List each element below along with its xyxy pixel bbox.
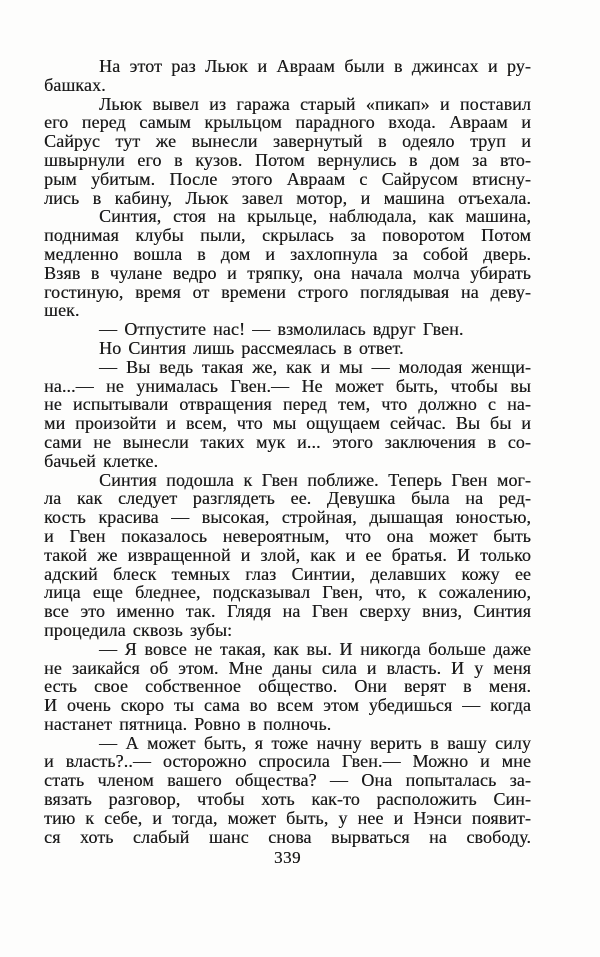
- text-line: вязать разговор, чтобы хоть как-то расположить Син-: [44, 789, 531, 810]
- text-line: — А может быть, я тоже начну верить в вашу силу: [99, 732, 531, 753]
- text-line: процедила сквозь зубы:: [44, 619, 233, 640]
- text-line: Синтия подошла к Гвен поближе. Теперь Гвен мог-: [99, 469, 531, 490]
- text-line: медленно вошла в дом и захлопнула за собой дверь.: [44, 243, 531, 264]
- text-block: [44, 57, 531, 846]
- text-line: есть свое собственное общество. Они верят в меня.: [44, 676, 531, 697]
- text-line: Но Синтия лишь рассмеялась в ответ.: [99, 337, 404, 358]
- paragraph: [44, 207, 531, 320]
- text-line: Взяв в чулане ведро и тряпку, она начала молча убирать: [44, 262, 531, 283]
- text-line: рым убитым. После этого Авраам с Сайрусом втисну-: [44, 168, 531, 189]
- text-line: его перед самым крыльцом парадного входа. Авраам и: [44, 112, 531, 133]
- paragraph: [44, 95, 531, 208]
- page-number: 339: [274, 848, 301, 867]
- text-line: сами не вынесли таких мук и... этого заключения в со-: [44, 431, 531, 452]
- paragraph: [44, 57, 531, 95]
- paragraph: [44, 320, 531, 339]
- text-line: — Отпустите нас! — взмолилась вдруг Гвен.: [99, 319, 464, 340]
- text-line: все это именно так. Глядя на Гвен сверху вниз, Синтия: [44, 601, 531, 622]
- text-line: адский блеск темных глаз Синтии, делавших кожу ее: [44, 563, 531, 584]
- text-line: и Гвен показалось невероятным, что она может быть: [44, 525, 531, 546]
- paragraph: [44, 640, 531, 734]
- text-line: кость красива — высокая, стройная, дышащая юностью,: [44, 507, 531, 528]
- text-line: — Вы ведь такая же, как и мы — молодая женщи-: [99, 356, 531, 377]
- text-line: шек.: [44, 300, 80, 321]
- paragraph: [44, 471, 531, 640]
- text-line: ми произойти и всем, что мы ощущаем сейчас. Вы бы и: [44, 413, 531, 434]
- text-line: Синтия, стоя на крыльце, наблюдала, как машина,: [99, 206, 531, 227]
- text-line: Льюк вывел из гаража старый «пикап» и поставил: [99, 93, 531, 114]
- text-line: — Я вовсе не такая, как вы. И никогда больше даже: [99, 638, 531, 659]
- text-line: лица еще бледнее, подсказывал Гвен, что, к сожалению,: [44, 582, 531, 603]
- text-line: стать членом вашего общества? — Она попыталась за-: [44, 770, 531, 791]
- paragraph: [44, 734, 531, 847]
- text-line: бачьей клетке.: [44, 450, 159, 471]
- text-line: гостиную, время от времени строго поглядывая на деву-: [44, 281, 531, 302]
- text-line: не испытывали отвращения перед тем, что должно с на-: [44, 394, 531, 415]
- text-line: ся хоть слабый шанс снова вырваться на свободу.: [44, 826, 531, 847]
- paragraph: [44, 339, 531, 358]
- text-line: на...— не унималась Гвен.— Не может быть, чтобы вы: [44, 375, 531, 396]
- text-line: поднимая клубы пыли, скрылась за поворотом Потом: [44, 225, 531, 246]
- text-line: такой же извращенной и злой, как и ее братья. И только: [44, 544, 531, 565]
- text-line: швырнули его в кузов. Потом вернулись в дом за вто-: [44, 149, 531, 170]
- text-line: башках.: [44, 74, 106, 95]
- text-line: не заикайся об этом. Мне даны сила и власть. И у меня: [44, 657, 531, 678]
- text-line: и власть?..— осторожно спросила Гвен.— Можно и мне: [44, 751, 531, 772]
- text-line: И очень скоро ты сама во всем этом убедишься — когда: [44, 695, 531, 716]
- text-line: лись в кабину, Льюк завел мотор, и машина отъехала.: [44, 187, 531, 208]
- paragraph: [44, 358, 531, 471]
- text-line: настанет пятница. Ровно в полночь.: [44, 713, 332, 734]
- text-line: тию к себе, и тогда, может быть, у нее и Нэнси появит-: [44, 807, 531, 828]
- text-line: ла как следует разглядеть ее. Девушка была на ред-: [44, 488, 531, 509]
- text-line: Сайрус тут же вынесли завернутый в одеяло труп и: [44, 131, 531, 152]
- text-line: На этот раз Льюк и Авраам были в джинсах и ру-: [99, 56, 531, 76]
